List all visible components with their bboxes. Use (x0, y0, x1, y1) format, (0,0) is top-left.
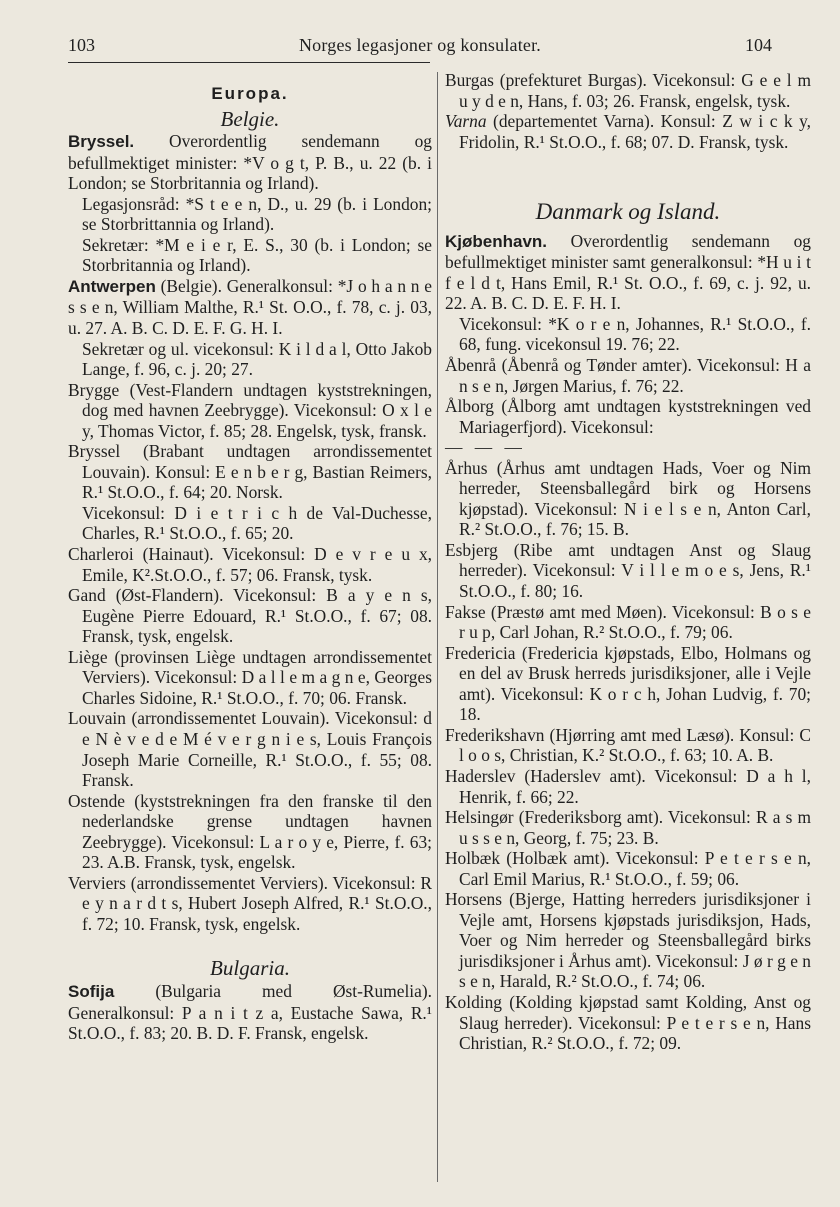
page-number-right: 104 (745, 35, 772, 55)
entry-legasjonsrad: Legasjonsråd: *S t e e n, D., u. 29 (b. i London; se Storbrittannia og Irland). (82, 193, 432, 235)
entry-bryssel-legation: Bryssel. Overordentlig sendemann og befullmektiget minister: *V o g t, P. B., u. 22 (b. i London; se Storbritannia og Irland). (68, 131, 432, 194)
entry-esbjerg: Esbjerg (Ribe amt undtagen Anst og Slaug herreder). Vicekonsul: V i l l e m o e s, Jens, R.¹ St.O.O., f. 80; 16. (445, 539, 811, 602)
place-kjobenhavn: Kjøbenhavn. (445, 231, 548, 251)
entry-helsingor: Helsingør (Frederiksborg amt). Vicekonsul: R a s m u s s e n, Georg, f. 75; 23. B. (445, 807, 811, 848)
entry-abenra: Åbenrå (Åbenrå og Tønder amter). Vicekonsul: H a n s e n, Jørgen Marius, f. 76; 22. (445, 355, 811, 396)
entry-fredericia: Fredericia (Fredericia kjøpstads, Elbo, Holmans og en del av Brusk herreds jurisdiksjoner, alle i Vejle amt). Vicekonsul: K o r c h, Johan Ludvig, f. 70; 18. (445, 642, 811, 725)
entry-burgas: Burgas (prefekturet Burgas). Vicekonsul: G e e l m u y d e n, Hans, f. 03; 26. Fransk, engelsk, tysk. (445, 70, 811, 111)
entry-holbaek: Holbæk (Holbæk amt). Vicekonsul: P e t e r s e n, Carl Emil Marius, R.¹ St.O.O., f. 59; 06. (445, 848, 811, 889)
running-title: Norges legasjoner og konsulater. (298, 35, 542, 55)
entry-antwerpen-sekretaer: Sekretær og ul. vicekonsul: K i l d a l, Otto Jakob Lange, f. 96, c. j. 20; 27. (82, 338, 432, 380)
entry-brygge: Brygge (Vest-Flandern undtagen kyststrekningen, dog med havnen Zeebrygge). Vicekonsul: O x l e y, Thomas Victor, f. 85; 28. Engelsk, tysk, fransk. (68, 379, 432, 441)
entry-kjobenhavn: Kjøbenhavn. Overordentlig sendemann og befullmektiget minister samt generalkonsul: *H u i t f e l d t, Hans Emil, R.¹ St. O.O., f. 69, c. j. 92, u. 22. A. B. C. D. E. F. H. I. (445, 230, 811, 314)
entry-frederikshavn: Frederikshavn (Hjørring amt med Læsø). Konsul: C l o o s, Christian, K.² St.O.O., f. 63; 10. A. B. (445, 724, 811, 766)
entry-varna: Varna (departementet Varna). Konsul: Z w i c k y, Fridolin, R.¹ St.O.O., f. 68; 07. D. Fransk, tysk. (445, 111, 811, 152)
entry-arhus: Århus (Århus amt undtagen Hads, Voer og Nim herreder, Steensballegård birk og Horsens kjøpstad). Vicekonsul: N i e l s e n, Anton Carl, R.² St.O.O., f. 76; 15. B. (445, 457, 811, 540)
entry-liege: Liège (provinsen Liège undtagen arrondissementet Verviers). Vicekonsul: D a l l e m a g n e, Georges Charles Sidoine, R.¹ St.O.O., f. 70; 06. Fransk. (68, 646, 432, 708)
entry-gand: Gand (Øst-Flandern). Vicekonsul: B a y e n s, Eugène Pierre Edouard, R.¹ St.O.O., f. 67; 08. Fransk, tysk, engelsk. (68, 585, 432, 647)
right-column (445, 70, 811, 1054)
entry-sekretaer: Sekretær: *M e i e r, E. S., 30 (b. i London; se Storbritannia og Irland). (82, 234, 432, 276)
place-varna: Varna (445, 111, 487, 132)
entry-kjobenhavn-vicekonsul: Vicekonsul: *K o r e n, Johannes, R.¹ St.O.O., f. 68, fung. vicekonsul 19. 76; 22. (459, 313, 811, 355)
entry-verviers: Verviers (arrondissementet Verviers). Vicekonsul: R e y n a r d t s, Hubert Joseph Alfred, R.¹ St.O.O., f. 72; 10. Fransk, tysk, engelsk. (68, 872, 432, 934)
country-heading-bulgaria: Bulgaria. (210, 956, 290, 981)
country-heading-danmark: Danmark og Island. (535, 199, 721, 225)
entry-horsens: Horsens (Bjerge, Hatting herreders jurisdiksjoner i Vejle amt, Horsens kjøpstads jurisdiksjon, Hads, Voer og Nim herreder og Steensballegård birks jurisdiksjoner i Århus amt). Vicekonsul: J ø r g e n s e n, Harald, R.² St.O.O., f. 74; 06. (445, 889, 811, 992)
place-antwerpen: Antwerpen (68, 276, 156, 296)
region-heading: Europa. (211, 84, 289, 103)
place-bryssel: Bryssel. (68, 132, 135, 152)
entry-bryssel-konsul: Bryssel (Brabant undtagen arrondissementet Louvain). Konsul: E e n b e r g, Bastian Reimers, R.¹ St.O.O., f. 64; 20. Norsk. (68, 441, 432, 503)
header-rule (68, 62, 430, 63)
column-divider (437, 72, 438, 1182)
entry-sofija: Sofija (Bulgaria med Øst-Rumelia). Generalkonsul: P a n i t z a, Eustache Sawa, R.¹ St.O.O., f. 83; 20. B. D. F. Fransk, engelsk. (68, 980, 432, 1044)
page-header (68, 30, 772, 60)
entry-charleroi: Charleroi (Hainaut). Vicekonsul: D e v r e u x, Emile, K².St.O.O., f. 57; 06. Fransk, tysk. (68, 544, 432, 585)
page-number-left: 103 (68, 35, 95, 55)
entry-alborg: Ålborg (Ålborg amt undtagen kyststrekningen ved Mariagerfjord). Vicekonsul: (445, 396, 811, 437)
vacant-dash: — — — (445, 437, 526, 458)
entry-antwerpen: Antwerpen (Belgie). Generalkonsul: *J o h a n n e s s e n, William Malthe, R.¹ St. O.O., f. 78, c. j. 03, u. 27. A. B. C. D. E. F. G. H. I. (68, 275, 432, 339)
place-sofija: Sofija (68, 981, 115, 1001)
entry-fakse: Fakse (Præstø amt med Møen). Vicekonsul: B o s e r u p, Carl Johan, R.² St.O.O., f. 79; 06. (445, 601, 811, 643)
entry-haderslev: Haderslev (Haderslev amt). Vicekonsul: D a h l, Henrik, f. 66; 22. (445, 765, 811, 807)
entry-bryssel-vicekonsul: Vicekonsul: D i e t r i c h de Val-Duchesse, Charles, R.¹ St.O.O., f. 65; 20. (82, 502, 432, 544)
left-column (68, 70, 432, 1044)
entry-ostende: Ostende (kyststrekningen fra den franske til den nederlandske grense undtagen havnen Zeebrygge). Vicekonsul: L a r o y e, Pierre, f. 63; 23. A.B. Fransk, tysk, engelsk. (68, 790, 432, 873)
entry-louvain: Louvain (arrondissementet Louvain). Vicekonsul: d e N è v e d e M é v e r g n i e s, Louis François Joseph Marie Corneille, R.¹ St.O.O., f. 55; 08. Fransk. (68, 708, 432, 791)
country-heading-belgie: Belgie. (220, 106, 280, 131)
entry-kolding: Kolding (Kolding kjøpstad samt Kolding, Anst og Slaug herreder). Vicekonsul: P e t e r s e n, Hans Christian, R.² St.O.O., f. 72; 09. (445, 991, 811, 1054)
